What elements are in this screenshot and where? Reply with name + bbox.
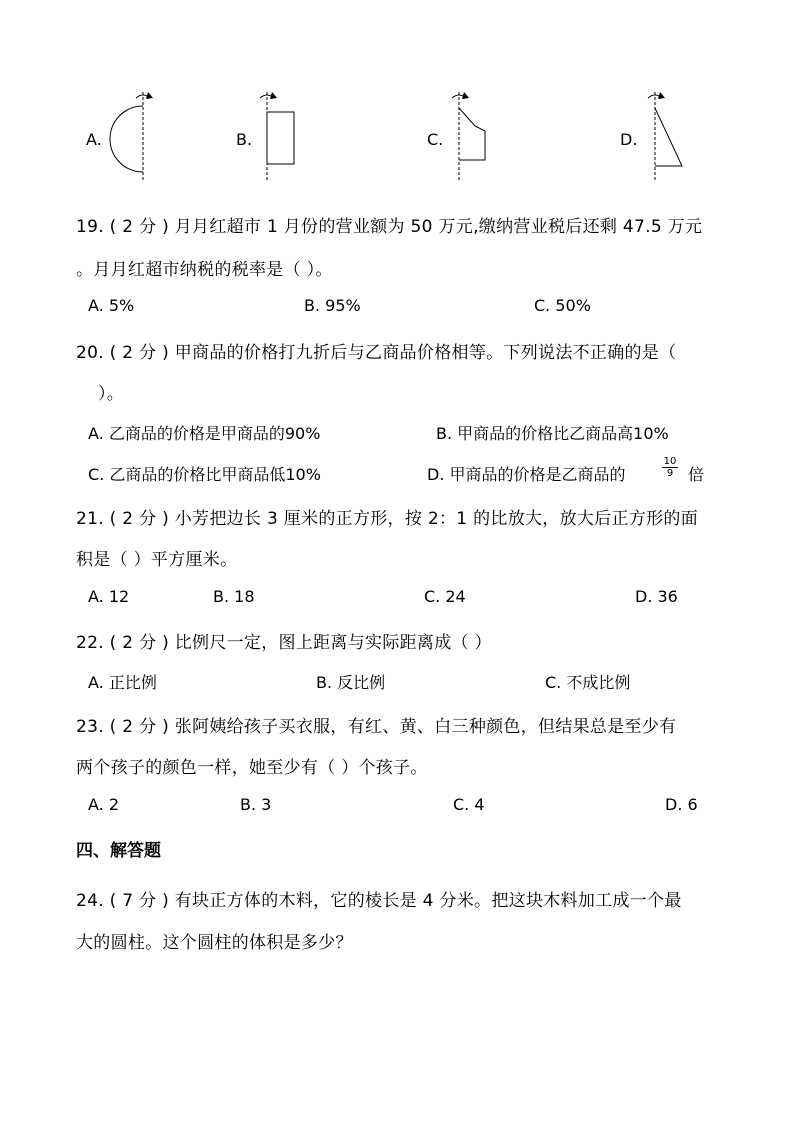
question-23-option-d[interactable]: D. 6 [665,795,698,814]
fraction-numerator: 10 [663,456,677,467]
triangle-figure [638,86,698,186]
question-23-option-c[interactable]: C. 4 [453,795,485,814]
question-24-line1: 24. ( 7 分 ) 有块正方体的木料，它的棱长是 4 分米。把这块木料加工成一个最 [76,891,682,911]
question-21-option-a[interactable]: A. 12 [88,587,130,606]
question-20-option-d-suffix: 倍 [688,465,705,484]
question-19-line2: 。月月红超市纳税的税率是（ ）。 [76,260,333,280]
question-22-line1: 22. ( 2 分 ) 比例尺一定，图上距离与实际距离成（ ） [76,633,492,653]
question-21-option-b[interactable]: B. 18 [213,587,255,606]
question-21-line2: 积是（ ）平方厘米。 [76,550,238,570]
question-20-option-d[interactable]: D. 甲商品的价格是乙商品的 [427,465,626,484]
question-19-option-b[interactable]: B. 95% [304,296,361,315]
question-20-option-b[interactable]: B. 甲商品的价格比乙商品高10% [436,424,669,443]
question-20-line2: ）。 [98,384,125,404]
question-23-line2: 两个孩子的颜色一样，她至少有（ ）个孩子。 [76,758,428,778]
question-21-option-d[interactable]: D. 36 [635,587,678,606]
question-24-line2: 大的圆柱。这个圆柱的体积是多少？ [76,933,353,953]
question-22-option-c[interactable]: C. 不成比例 [545,673,631,692]
question-21-option-c[interactable]: C. 24 [424,587,466,606]
question-22-option-b[interactable]: B. 反比例 [316,673,386,692]
fraction-denominator: 9 [666,468,674,479]
trapezoid-figure [442,86,502,186]
question-20-option-a[interactable]: A. 乙商品的价格是甲商品的90% [88,424,321,443]
question-20-option-c[interactable]: C. 乙商品的价格比甲商品低10% [88,465,321,484]
question-23-option-a[interactable]: A. 2 [88,795,120,814]
question-20-line1: 20. ( 2 分 ) 甲商品的价格打九折后与乙商品价格相等。下列说法不正确的是（ [76,343,677,363]
figure-option-a-label: A. [86,130,102,149]
section-title: 四、解答题 [76,841,161,861]
fraction-ten-ninths [662,456,678,479]
question-22-option-a[interactable]: A. 正比例 [88,673,157,692]
rectangle-figure [250,86,310,186]
figure-option-d-label: D. [620,130,638,149]
figure-option-b-label: B. [236,130,253,149]
half-circle-figure [100,86,160,186]
question-19-line1: 19. ( 2 分 ) 月月红超市 1 月份的营业额为 50 万元,缴纳营业税后还剩 47.5 万元 [76,217,703,237]
figure-option-c-label: C. [427,130,444,149]
question-23-option-b[interactable]: B. 3 [240,795,272,814]
question-23-line1: 23. ( 2 分 ) 张阿姨给孩子买衣服，有红、黄、白三种颜色，但结果总是至少有 [76,717,677,737]
question-21-line1: 21. ( 2 分 ) 小芳把边长 3 厘米的正方形，按 2：1 的比放大，放大后正方形的面 [76,509,698,529]
question-19-option-c[interactable]: C. 50% [534,296,591,315]
question-19-option-a[interactable]: A. 5% [88,296,135,315]
